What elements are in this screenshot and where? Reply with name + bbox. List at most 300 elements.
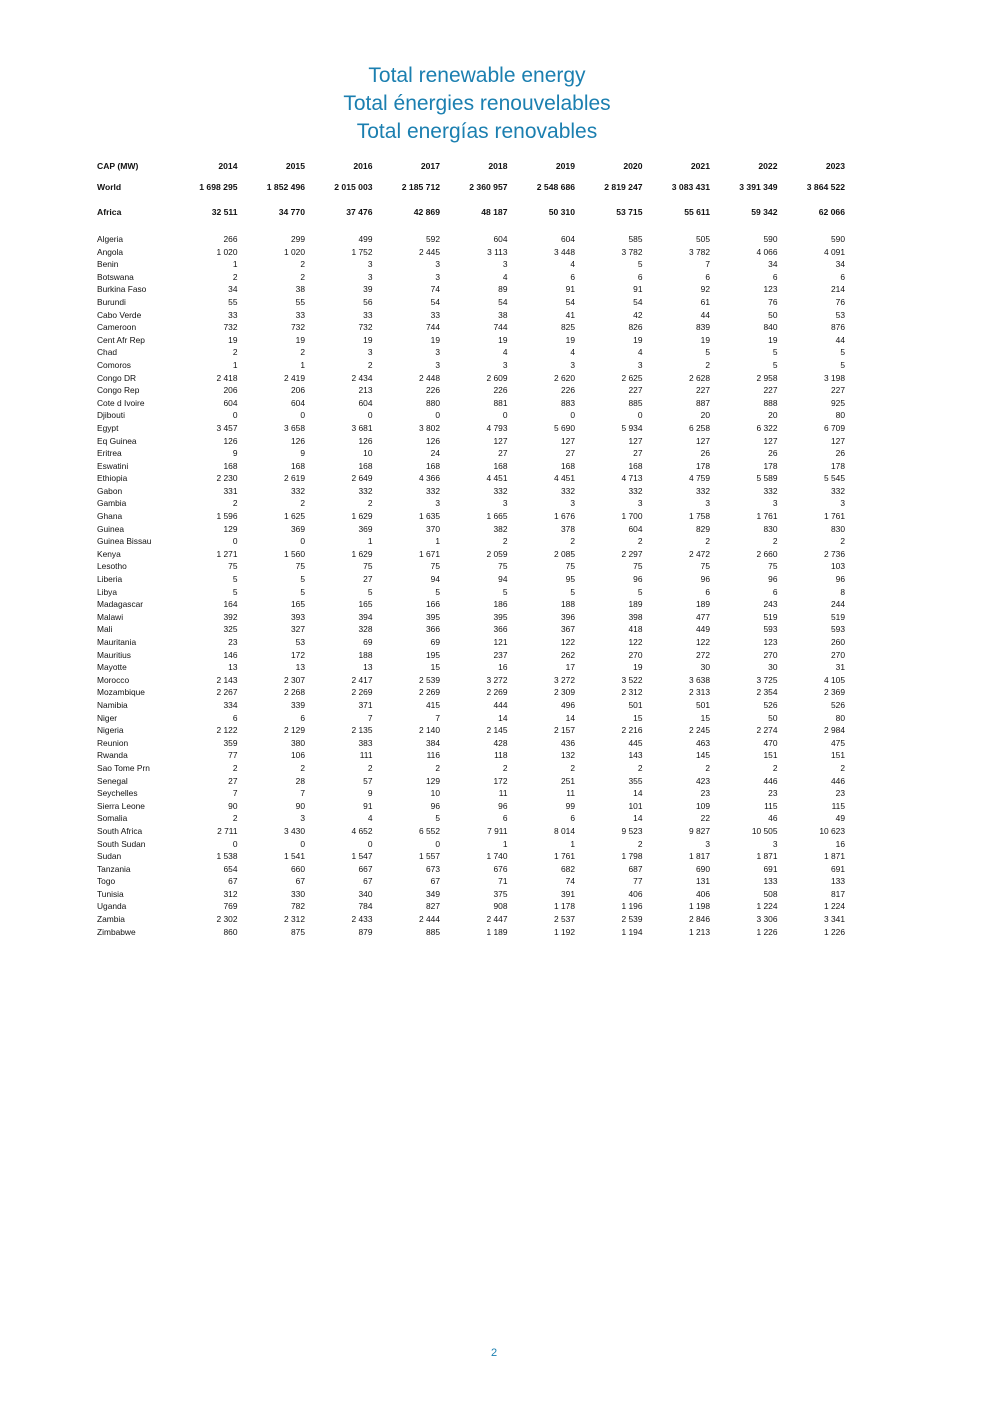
table-cell: 44 (700, 309, 710, 320)
table-cell: 32 511 (211, 207, 238, 218)
table-cell: 1 189 (486, 926, 508, 937)
table-cell: 1 (300, 359, 305, 370)
table-cell: 888 (763, 397, 778, 408)
table-cell: 501 (628, 699, 643, 710)
table-cell: 7 (705, 259, 710, 270)
table-cell: 830 (763, 523, 778, 534)
table-cell: 371 (358, 699, 373, 710)
table-cell: 449 (696, 624, 710, 635)
table-cell: 4 (502, 347, 508, 358)
table-row (97, 749, 845, 762)
table-cell: 604 (358, 397, 373, 408)
table-cell: 96 (700, 574, 710, 585)
table-cell: 151 (831, 750, 845, 761)
row-label: Angola (97, 246, 124, 257)
table-cell: 334 (223, 699, 238, 710)
row-label: Madagascar (97, 599, 144, 610)
table-cell: 784 (358, 901, 373, 912)
table-row (97, 283, 845, 296)
table-cell: 178 (696, 460, 710, 471)
header-year: 2014 (218, 160, 238, 171)
table-cell: 4 (570, 259, 575, 270)
table-cell: 1 852 496 (266, 181, 305, 192)
table-row (97, 674, 845, 687)
table-cell: 27 (498, 448, 508, 459)
table-cell: 10 (430, 788, 440, 799)
table-cell: 53 (295, 637, 305, 647)
page-titles (0, 62, 954, 146)
table-cell: 61 (700, 296, 710, 307)
table-cell: 782 (291, 901, 305, 912)
table-cell: 272 (696, 649, 710, 660)
table-cell: 3 (772, 498, 778, 509)
table-cell: 126 (291, 435, 305, 446)
table-cell: 76 (835, 296, 845, 307)
row-label: South Africa (97, 825, 143, 836)
table-row (97, 888, 845, 901)
table-cell: 3 198 (824, 372, 845, 383)
table-cell: 817 (831, 888, 845, 899)
table-cell: 3 782 (621, 246, 643, 257)
table-cell: 77 (228, 750, 238, 761)
table-cell: 501 (696, 699, 710, 710)
table-cell: 2 711 (217, 825, 238, 836)
table-cell: 67 (363, 876, 373, 887)
row-label: Zimbabwe (97, 926, 136, 937)
table-cell: 186 (493, 599, 508, 610)
table-cell: 2 444 (419, 914, 440, 925)
row-label: Nigeria (97, 725, 124, 736)
table-cell: 826 (628, 322, 643, 333)
table-cell: 27 (565, 448, 575, 459)
table-cell: 3 113 (487, 246, 508, 257)
table-cell: 55 (228, 296, 238, 307)
table-cell: 80 (835, 410, 845, 421)
row-label: Mozambique (97, 687, 145, 698)
table-cell: 33 (363, 309, 373, 320)
table-cell: 2 (637, 838, 643, 849)
table-cell: 332 (561, 485, 575, 496)
table-cell: 3 341 (824, 914, 845, 925)
table-cell: 2 268 (284, 687, 305, 698)
table-cell: 132 (561, 750, 575, 761)
table-cell: 1 196 (621, 901, 643, 912)
table-cell: 39 (363, 284, 373, 295)
table-cell: 1 752 (351, 246, 373, 257)
table-cell: 327 (291, 624, 305, 635)
spacer-row (97, 225, 845, 233)
row-label: Mauritius (97, 649, 131, 660)
table-cell: 168 (493, 460, 508, 471)
table-row (97, 850, 845, 863)
title-english: Total renewable energy (368, 64, 586, 87)
table-cell: 2 245 (689, 725, 710, 736)
table-cell: 22 (700, 813, 710, 824)
table-cell: 10 (363, 448, 373, 459)
table-cell: 3 658 (284, 422, 305, 433)
table-cell: 2 312 (621, 687, 643, 698)
table-cell: 445 (628, 737, 643, 748)
table-cell: 76 (768, 296, 778, 307)
row-label: Zambia (97, 914, 125, 925)
table-cell: 16 (835, 838, 845, 849)
table-cell: 2 660 (756, 548, 778, 559)
table-cell: 19 (633, 662, 643, 673)
table-cell: 3 (705, 498, 710, 509)
table-cell: 2 302 (216, 914, 238, 925)
table-cell: 359 (223, 737, 238, 748)
table-cell: 10 623 (819, 825, 845, 836)
table-cell: 2 307 (284, 674, 305, 685)
table-cell: 2 (232, 762, 238, 773)
table-cell: 122 (696, 637, 710, 647)
table-cell: 19 (565, 334, 575, 345)
table-cell: 383 (358, 737, 373, 748)
row-label: Mauritania (97, 637, 137, 647)
table-cell: 332 (831, 485, 845, 496)
table-cell: 3 272 (554, 674, 575, 685)
table-cell: 28 (295, 775, 305, 786)
table-row (97, 321, 845, 334)
table-cell: 30 (768, 662, 778, 673)
table-cell: 1 596 (216, 511, 238, 522)
table-cell: 53 (835, 309, 845, 320)
table-row (97, 775, 845, 788)
table-cell: 227 (696, 385, 710, 396)
table-row (97, 372, 845, 385)
table-cell: 299 (291, 234, 305, 244)
table-cell: 15 (700, 712, 710, 723)
table-row (97, 309, 845, 322)
row-label: Liberia (97, 574, 123, 585)
table-cell: 91 (363, 800, 373, 811)
table-cell: 2 269 (486, 687, 508, 698)
table-cell: 19 (700, 334, 710, 345)
table-cell: 6 (705, 271, 710, 282)
table-cell: 519 (831, 611, 845, 622)
table-cell: 5 (502, 586, 508, 597)
table-row (97, 787, 845, 800)
table-row (97, 409, 845, 422)
table-cell: 691 (831, 863, 845, 874)
row-label: Cote d Ivoire (97, 397, 145, 408)
table-cell: 1 198 (689, 901, 710, 912)
table-row (97, 560, 845, 573)
table-row (97, 875, 845, 888)
table-cell: 123 (763, 284, 778, 295)
table-cell: 10 505 (751, 825, 778, 836)
row-label: Niger (97, 712, 118, 723)
table-cell: 5 (570, 586, 575, 597)
table-cell: 20 (700, 410, 710, 421)
table-cell: 3 (637, 359, 643, 370)
table-row (97, 485, 845, 498)
table-cell: 2 140 (419, 725, 440, 736)
table-cell: 2 (435, 762, 440, 773)
table-cell: 0 (367, 838, 373, 849)
row-label: Guinea Bissau (97, 536, 152, 547)
table-cell: 164 (223, 599, 238, 610)
table-cell: 23 (228, 637, 238, 647)
table-cell: 5 (772, 359, 778, 370)
table-cell: 165 (291, 599, 305, 610)
table-cell: 3 (367, 347, 373, 358)
table-cell: 96 (498, 800, 508, 811)
table-cell: 7 (232, 788, 238, 799)
table-cell: 33 (228, 309, 238, 320)
table-cell: 3 (502, 498, 508, 509)
table-cell: 2 369 (824, 687, 845, 698)
table-cell: 33 (430, 309, 440, 320)
table-cell: 226 (426, 385, 440, 396)
table-cell: 19 (498, 334, 508, 345)
table-cell: 143 (628, 750, 643, 761)
row-label: Burundi (97, 296, 126, 307)
table-row (97, 497, 845, 510)
table-row (97, 472, 845, 485)
table-cell: 881 (493, 397, 508, 408)
row-label: Ghana (97, 511, 123, 522)
table-cell: 5 (637, 259, 643, 270)
table-cell: 477 (696, 611, 710, 622)
table-cell: 0 (300, 536, 305, 547)
table-cell: 133 (763, 876, 778, 887)
aggregate-row (97, 174, 845, 200)
table-cell: 188 (358, 649, 373, 660)
table-cell: 0 (435, 410, 440, 421)
table-cell: 115 (764, 800, 778, 811)
table-cell: 744 (493, 322, 508, 333)
table-cell: 393 (291, 611, 305, 622)
row-label: Botswana (97, 271, 134, 282)
table-cell: 2 269 (419, 687, 440, 698)
table-cell: 41 (565, 309, 575, 320)
table-cell: 3 391 349 (739, 181, 778, 192)
table-cell: 604 (291, 397, 305, 408)
row-label: Namibia (97, 699, 128, 710)
table-cell: 2 267 (216, 687, 238, 698)
table-cell: 4 652 (351, 825, 373, 836)
table-cell: 3 (502, 359, 508, 370)
table-cell: 165 (358, 599, 373, 610)
table-cell: 5 (435, 813, 440, 824)
table-cell: 5 (232, 586, 238, 597)
table-cell: 9 827 (689, 825, 710, 836)
table-cell: 38 (498, 309, 508, 320)
row-label: Eq Guinea (97, 435, 137, 446)
table-cell: 380 (291, 737, 305, 748)
table-cell: 604 (493, 234, 508, 244)
table-cell: 444 (493, 699, 508, 710)
row-label: Sierra Leone (97, 800, 145, 811)
table-cell: 396 (561, 611, 575, 622)
table-cell: 446 (763, 775, 778, 786)
table-cell: 463 (696, 737, 710, 748)
table-cell: 2 984 (824, 725, 845, 736)
table-cell: 2 445 (419, 246, 440, 257)
table-cell: 392 (223, 611, 238, 622)
table-cell: 885 (426, 926, 440, 937)
table-cell: 382 (493, 523, 508, 534)
table-cell: 2 (300, 347, 305, 358)
table-cell: 2 360 957 (469, 181, 508, 192)
table-cell: 226 (561, 385, 575, 396)
table-row (97, 686, 845, 699)
table-cell: 5 (300, 574, 305, 585)
table-row (97, 548, 845, 561)
header-year: 2023 (825, 160, 845, 171)
table-cell: 470 (763, 737, 778, 748)
table-cell: 2 297 (621, 548, 643, 559)
table-cell: 67 (228, 876, 238, 887)
table-cell: 19 (228, 334, 238, 345)
table-row (97, 586, 845, 599)
table-cell: 50 (768, 712, 778, 723)
table-cell: 96 (835, 574, 845, 585)
page-number: 2 (490, 1347, 498, 1359)
table-cell: 26 (835, 448, 845, 459)
table-cell: 1 698 295 (199, 181, 238, 192)
table-cell: 33 (295, 309, 305, 320)
table-cell: 2 312 (284, 914, 305, 925)
table-cell: 214 (831, 284, 845, 295)
table-cell: 122 (561, 637, 575, 647)
table-cell: 62 066 (818, 207, 845, 218)
table-cell: 166 (426, 599, 440, 610)
table-cell: 6 (637, 271, 643, 282)
table-cell: 2 433 (351, 914, 373, 925)
table-cell: 95 (565, 574, 575, 585)
table-cell: 53 715 (616, 207, 643, 218)
table-cell: 23 (768, 788, 778, 799)
table-cell: 37 476 (346, 207, 373, 218)
table-cell: 508 (763, 888, 778, 899)
table-row (97, 535, 845, 548)
table-cell: 4 066 (756, 246, 778, 257)
table-cell: 14 (565, 712, 575, 723)
row-label: Comoros (97, 359, 131, 370)
table-cell: 3 522 (621, 674, 643, 685)
table-cell: 55 611 (684, 207, 710, 218)
table-row (97, 573, 845, 586)
table-cell: 604 (223, 397, 238, 408)
table-cell: 887 (696, 397, 710, 408)
table-cell: 2 (300, 762, 305, 773)
table-cell: 1 178 (554, 901, 575, 912)
table-cell: 687 (628, 863, 643, 874)
header-year: 2020 (623, 160, 643, 171)
table-cell: 19 (768, 334, 778, 345)
table-cell: 129 (426, 775, 440, 786)
table-row (97, 838, 845, 851)
table-cell: 1 226 (824, 926, 845, 937)
table-cell: 2 129 (284, 725, 305, 736)
table-cell: 3 306 (756, 914, 778, 925)
table-row (97, 611, 845, 624)
table-cell: 1 547 (351, 851, 373, 862)
table-cell: 2 625 (621, 372, 643, 383)
table-cell: 6 258 (689, 422, 710, 433)
table-cell: 6 (502, 813, 508, 824)
table-cell: 46 (768, 813, 778, 824)
table-cell: 4 091 (824, 246, 845, 257)
table-row (97, 460, 845, 473)
table-cell: 42 (633, 309, 643, 320)
table-cell: 168 (291, 460, 305, 471)
table-cell: 1 625 (284, 511, 305, 522)
table-cell: 270 (763, 649, 778, 660)
table-cell: 3 (772, 838, 778, 849)
table-cell: 75 (633, 561, 643, 572)
table-cell: 1 (502, 838, 508, 849)
table-cell: 34 770 (278, 207, 305, 218)
table-row (97, 623, 845, 636)
row-label: Sao Tome Prn (97, 762, 150, 773)
table-cell: 496 (561, 699, 575, 710)
row-label: South Sudan (97, 838, 146, 849)
table-cell: 19 (430, 334, 440, 345)
table-cell: 127 (763, 435, 778, 446)
table-cell: 4 (637, 347, 643, 358)
table-cell: 1 226 (756, 926, 778, 937)
table-cell: 2 (772, 762, 778, 773)
table-cell: 91 (633, 284, 643, 295)
table-cell: 691 (763, 863, 778, 874)
table-cell: 1 798 (621, 851, 643, 862)
table-cell: 2 015 003 (334, 181, 373, 192)
table-cell: 3 (435, 271, 440, 282)
table-row (97, 724, 845, 737)
table-cell: 4 (570, 347, 575, 358)
table-cell: 27 (228, 775, 238, 786)
table-cell: 75 (363, 561, 373, 572)
table-cell: 840 (763, 322, 778, 333)
table-cell: 31 (835, 662, 845, 673)
table-cell: 2 (232, 347, 238, 358)
table-cell: 168 (561, 460, 575, 471)
table-cell: 312 (223, 888, 238, 899)
table-cell: 6 (570, 813, 575, 824)
table-cell: 75 (565, 561, 575, 572)
table-cell: 9 (300, 448, 305, 459)
table-cell: 54 (430, 296, 440, 307)
table-cell: 2 (300, 259, 305, 270)
row-label: Morocco (97, 674, 130, 685)
table-cell: 4 713 (621, 473, 643, 484)
table-cell: 123 (763, 637, 778, 647)
table-cell: 26 (768, 448, 778, 459)
table-row (97, 346, 845, 359)
table-cell: 270 (831, 649, 845, 660)
table-cell: 69 (363, 637, 373, 647)
table-row (97, 900, 845, 913)
table-cell: 328 (358, 624, 373, 635)
table-cell: 30 (700, 662, 710, 673)
table-cell: 660 (291, 863, 305, 874)
header-year: 2019 (555, 160, 575, 171)
table-cell: 446 (831, 775, 845, 786)
table-row (97, 435, 845, 448)
table-cell: 15 (633, 712, 643, 723)
table-cell: 2 419 (284, 372, 305, 383)
row-label: Gambia (97, 498, 127, 509)
table-cell: 13 (363, 662, 373, 673)
table-cell: 89 (498, 284, 508, 295)
table-row (97, 296, 845, 309)
table-cell: 23 (700, 788, 710, 799)
table-cell: 3 802 (419, 422, 440, 433)
table-cell: 9 (232, 448, 238, 459)
